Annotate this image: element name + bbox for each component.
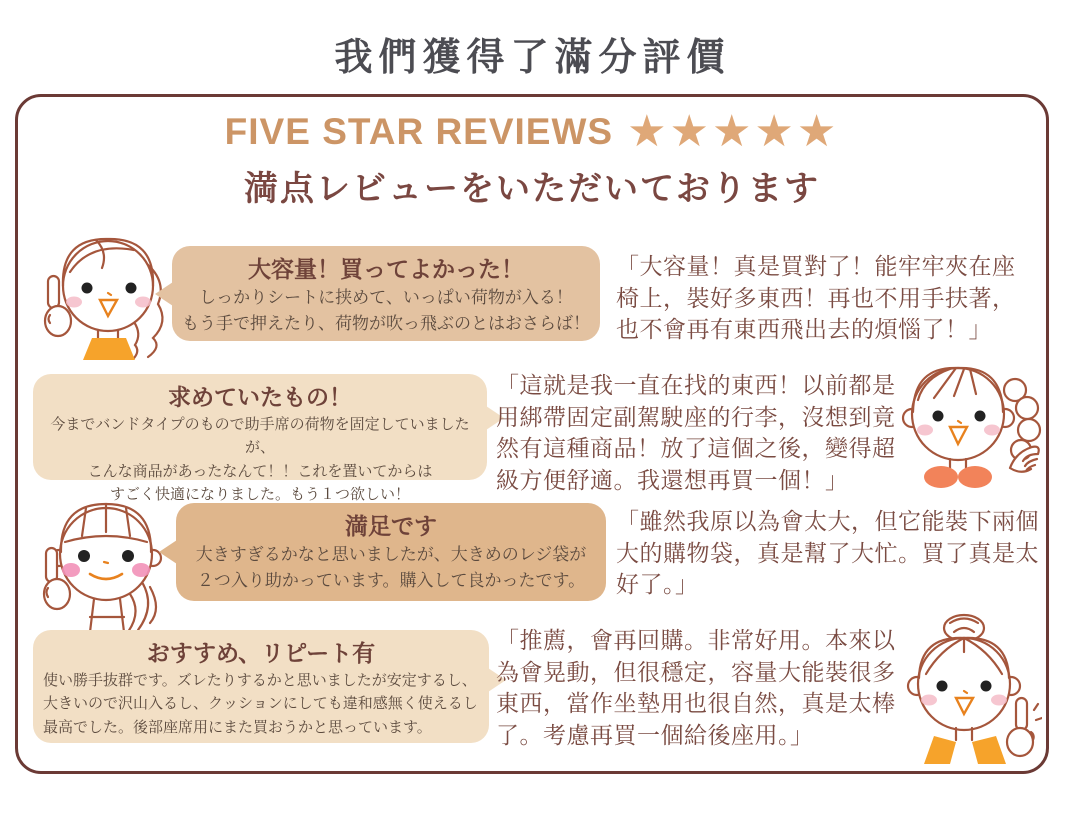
panel-header [15, 107, 1049, 156]
review-4-line-3: 最高でした。後部座席用にまた買おうかと思っています。 [43, 718, 432, 736]
review-3-line-2: ２つ入り助かっています。購入して良かったです。 [196, 571, 586, 591]
review-bubble-1 [172, 246, 600, 341]
heading-jp: 満点レビューをいただいております [244, 170, 820, 208]
review-1-line-1: しっかりシートに挟めて、いっぱい荷物が入る！ [199, 288, 573, 308]
review-bubble-4 [33, 630, 489, 743]
review-2-translation: 「這就是我一直在找的東西！以前都是用綁帶固定副駕駛座的行李，沒想到竟然有這種商品！放了這個之後，變得超級方便舒適。我還想再買一個！」 [496, 372, 896, 493]
illustration-woman-topknot-icon [888, 612, 1042, 764]
illustration-woman-curly-bun-icon [894, 354, 1046, 490]
review-1-translation: 「大容量！真是買對了！能牢牢夾在座椅上，裝好多東西！再也不用手扶著，也不會再有東西飛出去的煩惱了！」 [616, 253, 1016, 342]
review-2-title: 求めていたもの！ [168, 384, 352, 410]
five-stars-icon: ★★★★★ [627, 107, 840, 156]
heading-en: FIVE STAR REVIEWS [224, 111, 614, 152]
review-3-title: 満足です [345, 513, 437, 539]
review-3-line-1: 大きすぎるかなと思いましたが、大きめのレジ袋が [195, 545, 587, 565]
review-1-title: 大容量！買ってよかった！ [248, 256, 524, 282]
page-title: 我們獲得了滿分評價 [334, 37, 731, 79]
review-2-line-1: 今までバンドタイプのもので助手席の荷物を固定していましたが、 [50, 416, 470, 457]
review-4-line-2: 大きいので沢山入るし、クッションにしても違和感無く使えるし [43, 695, 478, 713]
review-bubble-3 [176, 503, 606, 601]
review-bubble-2 [33, 374, 487, 503]
review-4-translation: 「推薦，會再回購。非常好用。本來以為會晃動，但很穩定，容量大能裝很多東西，當作坐墊用也很自然，真是太棒了。考慮再買一個給後座用。」 [496, 627, 896, 748]
review-1-line-2: もう手で押えたり、荷物が吹っ飛ぶのとはおさらば！ [182, 314, 590, 334]
illustration-girl-straight-bangs-icon [38, 490, 176, 632]
review-3-translation: 「雖然我原以為會太大，但它能裝下兩個大的購物袋，真是幫了大忙。買了真是太好了。」 [616, 508, 1039, 597]
review-2-line-2: こんな商品があったなんて！！これを置いてからは [87, 462, 433, 480]
review-4-title: おすすめ、リピート有 [146, 640, 376, 666]
review-2-line-3: すごく快適になりました。もう１つ欲しい！ [109, 485, 410, 503]
review-4-line-1: 使い勝手抜群です。ズレたりするかと思いましたが安定するし、 [43, 672, 477, 690]
